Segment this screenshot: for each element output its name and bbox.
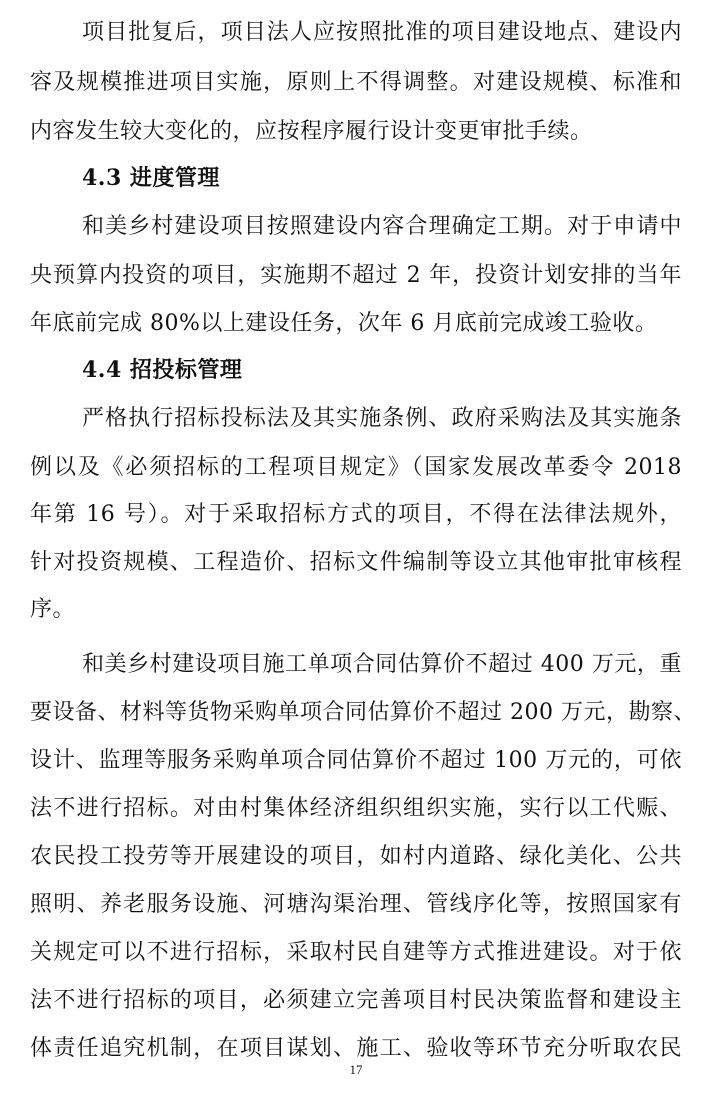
paragraph-1-line-1: 项目批复后，项目法人应按照批准的项目建设地点、建设内	[82, 20, 682, 45]
paragraph-3-line-2: 例以及《必须招标的工程项目规定》（国家发展改革委令 2018	[30, 455, 682, 480]
paragraph-4-line-3: 设计、监理等服务采购单项合同估算价不超过 100 万元的，可依	[30, 748, 682, 773]
section-heading-4-3: 4.3 进度管理	[82, 165, 220, 191]
paragraph-4-line-9: 体责任追究机制，在项目谋划、施工、验收等环节充分听取农民	[30, 1036, 682, 1061]
paragraph-4-line-4: 法不进行招标。对由村集体经济组织组织实施，实行以工代赈、	[30, 796, 682, 821]
paragraph-4-line-1: 和美乡村建设项目施工单项合同估算价不超过 400 万元，重	[82, 652, 682, 677]
paragraph-2-line-3: 年底前完成 80%以上建设任务，次年 6 月底前完成竣工验收。	[30, 311, 658, 336]
paragraph-4-line-2: 要设备、材料等货物采购单项合同估算价不超过 200 万元，勘察、	[30, 700, 696, 725]
paragraph-2-line-1: 和美乡村建设项目按照建设内容合理确定工期。对于申请中	[82, 214, 682, 239]
paragraph-4-line-8: 法不进行招标的项目，必须建立完善项目村民决策监督和建设主	[30, 988, 682, 1013]
paragraph-1-line-3: 内容发生较大变化的，应按程序履行设计变更审批手续。	[30, 119, 593, 144]
paragraph-3-line-1: 严格执行招标投标法及其实施条例、政府采购法及其实施条	[82, 406, 682, 431]
paragraph-2-line-2: 央预算内投资的项目，实施期不超过 2 年，投资计划安排的当年	[30, 263, 682, 288]
paragraph-4-line-5: 农民投工投劳等开展建设的项目，如村内道路、绿化美化、公共	[30, 844, 682, 869]
paragraph-4-line-6: 照明、养老服务设施、河塘沟渠治理、管线序化等，按照国家有	[30, 892, 682, 917]
paragraph-4-line-7: 关规定可以不进行招标，采取村民自建等方式推进建设。对于依	[30, 940, 682, 965]
paragraph-1-line-2: 容及规模推进项目实施，原则上不得调整。对建设规模、标准和	[30, 70, 682, 95]
paragraph-3-line-4: 针对投资规模、工程造价、招标文件编制等设立其他审批审核程	[30, 550, 682, 575]
paragraph-3-line-3: 年第 16 号）。对于采取招标方式的项目，不得在法律法规外，	[30, 502, 682, 527]
section-heading-4-4: 4.4 招投标管理	[82, 357, 243, 383]
paragraph-3-line-5: 序。	[30, 597, 76, 622]
page-number: 17	[349, 1062, 363, 1077]
